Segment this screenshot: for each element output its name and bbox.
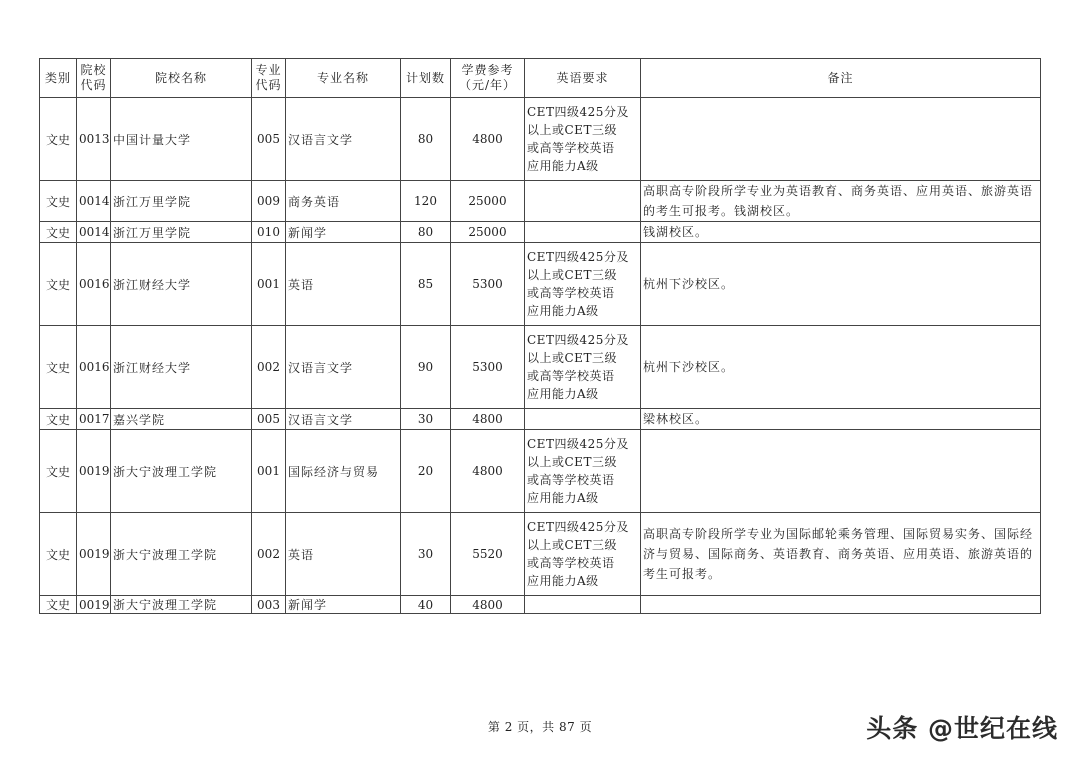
cell-category: 文史: [40, 409, 77, 430]
cell-english: CET四级425分及 以上或CET三级 或高等学校英语 应用能力A级: [525, 243, 641, 326]
cell-english: [525, 181, 641, 222]
cell-school-name: 浙江财经大学: [111, 243, 252, 326]
cell-school-name: 嘉兴学院: [111, 409, 252, 430]
header-note: 备注: [641, 59, 1041, 98]
cell-plan: 40: [401, 596, 451, 614]
cell-english: CET四级425分及 以上或CET三级 或高等学校英语 应用能力A级: [525, 430, 641, 513]
watermark-text: 头条 @世纪在线: [866, 714, 1058, 743]
cell-major-name: 汉语言文学: [286, 326, 401, 409]
cell-plan: 80: [401, 222, 451, 243]
cell-school-name: 浙大宁波理工学院: [111, 430, 252, 513]
cell-school-code: 0016: [77, 243, 111, 326]
cell-plan: 30: [401, 409, 451, 430]
cell-english: [525, 222, 641, 243]
cell-school-code: 0019: [77, 430, 111, 513]
cell-school-code: 0014: [77, 181, 111, 222]
cell-english: CET四级425分及 以上或CET三级 或高等学校英语 应用能力A级: [525, 98, 641, 181]
header-school-code: 院校 代码: [77, 59, 111, 98]
table-row: [40, 326, 1041, 409]
cell-plan: 30: [401, 513, 451, 596]
table-row: [40, 513, 1041, 596]
table-row: [40, 98, 1041, 181]
cell-fee: 4800: [451, 98, 525, 181]
cell-school-code: 0016: [77, 326, 111, 409]
table-header-row: [40, 59, 1041, 98]
cell-school-code: 0013: [77, 98, 111, 181]
cell-fee: 4800: [451, 409, 525, 430]
cell-note: [641, 430, 1041, 513]
cell-note: 杭州下沙校区。: [641, 243, 1041, 326]
cell-major-name: 英语: [286, 513, 401, 596]
cell-plan: 120: [401, 181, 451, 222]
cell-school-code: 0019: [77, 513, 111, 596]
cell-english: [525, 596, 641, 614]
cell-fee: 4800: [451, 596, 525, 614]
cell-major-name: 汉语言文学: [286, 409, 401, 430]
cell-category: 文史: [40, 181, 77, 222]
cell-major-name: 新闻学: [286, 222, 401, 243]
cell-note: [641, 596, 1041, 614]
cell-school-name: 浙大宁波理工学院: [111, 513, 252, 596]
cell-major-name: 商务英语: [286, 181, 401, 222]
cell-fee: 4800: [451, 430, 525, 513]
cell-plan: 90: [401, 326, 451, 409]
cell-note: [641, 98, 1041, 181]
table-row: [40, 222, 1041, 243]
table-row: [40, 181, 1041, 222]
cell-fee: 5300: [451, 326, 525, 409]
header-category: 类别: [40, 59, 77, 98]
table-row: [40, 430, 1041, 513]
cell-major-code: 003: [252, 596, 286, 614]
cell-category: 文史: [40, 98, 77, 181]
cell-school-name: 中国计量大学: [111, 98, 252, 181]
cell-english: CET四级425分及 以上或CET三级 或高等学校英语 应用能力A级: [525, 326, 641, 409]
header-english: 英语要求: [525, 59, 641, 98]
cell-school-code: 0019: [77, 596, 111, 614]
cell-major-code: 002: [252, 513, 286, 596]
cell-category: 文史: [40, 326, 77, 409]
cell-school-name: 浙江万里学院: [111, 222, 252, 243]
cell-plan: 85: [401, 243, 451, 326]
cell-major-code: 009: [252, 181, 286, 222]
cell-fee: 25000: [451, 181, 525, 222]
page-number: 第 2 页，共 87 页: [487, 720, 593, 734]
header-plan: 计划数: [401, 59, 451, 98]
cell-school-name: 浙江财经大学: [111, 326, 252, 409]
table-row: [40, 409, 1041, 430]
cell-major-name: 新闻学: [286, 596, 401, 614]
enrollment-table: [39, 58, 1041, 614]
cell-english: [525, 409, 641, 430]
cell-major-code: 001: [252, 430, 286, 513]
cell-school-name: 浙大宁波理工学院: [111, 596, 252, 614]
table-row: [40, 243, 1041, 326]
cell-note: 梁林校区。: [641, 409, 1041, 430]
cell-category: 文史: [40, 430, 77, 513]
cell-note: 高职高专阶段所学专业为英语教育、商务英语、应用英语、旅游英语的考生可报考。钱湖校区。: [641, 181, 1041, 222]
cell-fee: 5520: [451, 513, 525, 596]
cell-english: CET四级425分及 以上或CET三级 或高等学校英语 应用能力A级: [525, 513, 641, 596]
cell-major-name: 英语: [286, 243, 401, 326]
cell-category: 文史: [40, 513, 77, 596]
table-row: [40, 596, 1041, 614]
cell-major-code: 005: [252, 98, 286, 181]
cell-plan: 80: [401, 98, 451, 181]
cell-major-code: 002: [252, 326, 286, 409]
header-fee: 学费参考 （元/年）: [451, 59, 525, 98]
cell-major-code: 010: [252, 222, 286, 243]
cell-plan: 20: [401, 430, 451, 513]
cell-note: 杭州下沙校区。: [641, 326, 1041, 409]
cell-category: 文史: [40, 222, 77, 243]
header-school-name: 院校名称: [111, 59, 252, 98]
cell-fee: 5300: [451, 243, 525, 326]
cell-school-code: 0017: [77, 409, 111, 430]
cell-major-name: 汉语言文学: [286, 98, 401, 181]
cell-major-code: 001: [252, 243, 286, 326]
cell-note: 钱湖校区。: [641, 222, 1041, 243]
cell-note: 高职高专阶段所学专业为国际邮轮乘务管理、国际贸易实务、国际经济与贸易、国际商务、英语教育、商务英语、应用英语、旅游英语的考生可报考。: [641, 513, 1041, 596]
cell-school-code: 0014: [77, 222, 111, 243]
cell-major-name: 国际经济与贸易: [286, 430, 401, 513]
cell-school-name: 浙江万里学院: [111, 181, 252, 222]
cell-category: 文史: [40, 596, 77, 614]
cell-major-code: 005: [252, 409, 286, 430]
cell-fee: 25000: [451, 222, 525, 243]
cell-category: 文史: [40, 243, 77, 326]
header-major-name: 专业名称: [286, 59, 401, 98]
header-major-code: 专业 代码: [252, 59, 286, 98]
